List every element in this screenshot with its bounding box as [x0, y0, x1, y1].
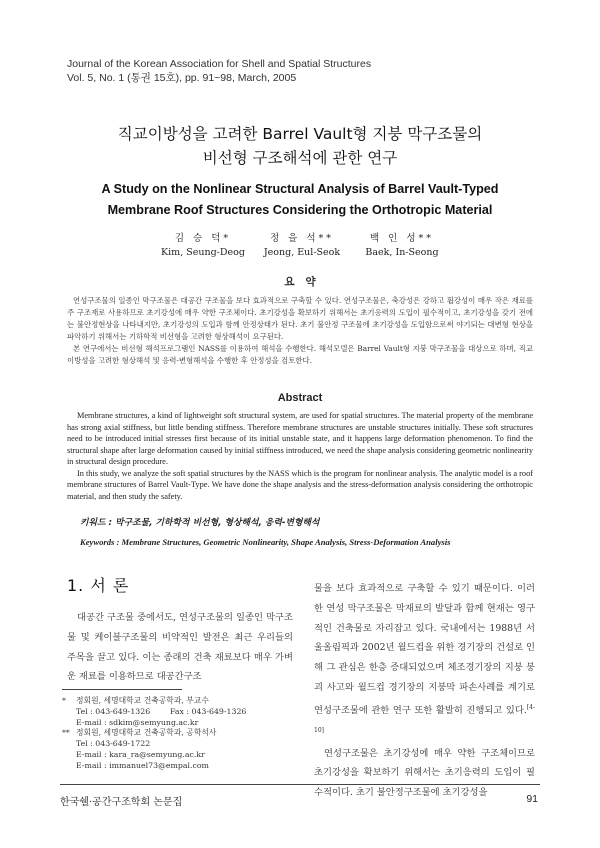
author-3: [342, 232, 462, 260]
author-name-ko: 백 인 성**: [369, 233, 435, 244]
author-name-en: Kim, Seung-Deog: [161, 247, 245, 258]
title-korean-line2: 비선형 구조해석에 관한 연구: [202, 149, 398, 167]
author-name-ko: 정 을 석**: [269, 233, 335, 244]
footnote-line: Tel : 043-649-1722: [76, 739, 151, 749]
footer-journal-name: 한국쉘·공간구조학회 논문집: [60, 797, 183, 808]
footnote-line: Tel : 043-649-1326 Fax : 043-649-1326: [76, 706, 247, 716]
summary-heading: 요 약: [284, 276, 316, 288]
title-korean-line1: 직교이방성을 고려한 Barrel Vault형 지붕 막구조물의: [117, 125, 483, 143]
page-number: 91: [526, 793, 538, 805]
keywords-korean: 키워드 : 막구조물, 기하학적 비선형, 형상해석, 응력-변형해석: [80, 518, 320, 528]
summary-paragraph: 본 연구에서는 비선형 해석프로그램인 NASS를 이용하여 해석을 수행한다. 해석모델은 Barrel Vault형 지붕 막구조물을 대상으로 하며, 직교이방성을 고려한 형상해석 및 응력-변형해석을 수행한 후 안정성을 검토한다.: [67, 344, 533, 365]
abstract-paragraph: Membrane structures, a kind of lightweight soft structural system, are used for spatial structures. The material property of the membrane has strong axial stiffness, but little bending stiffness. Therefore membrane structures are unstable structures initially. These soft structures need to be introduced initial stresses first because of its initial unstable state, and it happens large deformation phenomenon. To find the structural shape after large deformation caused by initial stiffness introduced, we need the shape analysis considering geometric nonlinearity in structural design procedure.: [67, 411, 534, 466]
footnote-line: E-mail : sdkim@semyung.ac.kr: [76, 717, 199, 727]
title-korean: [0, 122, 600, 170]
footnote-divider: [62, 689, 182, 690]
journal-header: [67, 57, 371, 85]
intro-right-column: [314, 579, 535, 803]
abstract-heading: Abstract: [277, 392, 323, 404]
author-name-en: Jeong, Eul-Seok: [263, 247, 341, 258]
footnote-line: E-mail : immanuel73@empal.com: [76, 760, 209, 770]
footnote-line: E-mail : kara_ra@semyung.ac.kr: [76, 749, 205, 759]
journal-volume: Vol. 5, No. 1 (통권 15호), pp. 91~98, March, 2005: [67, 72, 297, 84]
footnote-mark: **: [62, 728, 70, 738]
journal-name: Journal of the Korean Association for Shell and Spatial Structures: [67, 58, 372, 70]
footnote-line: 정회원, 세명대학교 건축공학과, 공학석사: [76, 728, 217, 738]
intro-paragraph: [314, 579, 535, 744]
footnote-2: [62, 728, 292, 771]
author-footnotes: [62, 696, 292, 772]
summary-korean: [67, 295, 533, 367]
title-english-line1: A Study on the Nonlinear Structural Analysis of Barrel Vault-Typed: [101, 182, 499, 196]
intro-left-column: 대공간 구조물 중에서도, 연성구조물의 일종인 막구조물 및 케이블구조물의 비약적인 발전은 최근 우리들의 주목을 끌고 있다. 이는 종래의 건축 재료보다 매우 가벼운 재료를 이용하므로 대공간구조: [67, 612, 293, 683]
title-english-line2: Membrane Roof Structures Considering the Orthotropic Material: [107, 203, 493, 217]
intro-paragraph: 연성구조물은 초기강성에 매우 약한 구조체이므로 초기강성을 확보하기 위해서는 초기응력의 도입이 필수적이다. 초기 불안정구조물에 초기강성을: [314, 747, 535, 799]
footer-divider: [60, 784, 540, 785]
abstract-paragraph: In this study, we analyze the soft spatial structures by the NASS which is the program for nonlinear analysis. The analytic model is a roof membrane structures of Barrel Vault-Type. We have done the shape analysis and the stress-deformation analysis considering the orthotropic material, and then study the safety.: [67, 468, 533, 501]
summary-paragraph: 연성구조물의 일종인 막구조물은 대공간 구조물을 보다 효과적으로 구축할 수 있다. 연성구조물은, 축강성은 강하고 휨강성이 매우 작은 재료를 주 구조재로 사용하므로 초기강성에 매우 약한 구조체이다. 초기강성을 확보하기 위해서는 초기응력의 도입이 필수적이고, 초기강성을 갖기 전에는 불안정현상을 나타내지만, 초기강성의 도입과 함께 안정상태가 된다. 초기 불안정 구조물에 초기강성을 도입함으로써 야기되는 대변형 현상을 파악하기 위해서는 기하학적 비선형을 고려한 형상해석이 요구된다.: [67, 296, 533, 341]
section-heading: 1. 서 론: [67, 576, 130, 595]
citation: [4-10]: [314, 703, 535, 734]
keywords-english: Keywords : Membrane Structures, Geometric Nonlinearity, Shape Analysis, Stress-Deformation Analysis: [80, 537, 451, 547]
author-name-ko: 김 승 덕*: [174, 233, 232, 244]
abstract-english: [67, 410, 533, 502]
title-english: [0, 179, 600, 221]
author-name-en: Baek, In-Seong: [365, 247, 439, 258]
footnote-mark: *: [62, 696, 66, 705]
intro-paragraph-text: 물을 보다 효과적으로 구축할 수 있기 때문이다. 이러한 연성 막구조물은 막재료의 발달과 함께 현재는 영구적인 건축물로 자리잡고 있다. 국내에서는 1988년 서울올림픽과 2002년 월드컵을 위한 경기장의 건설로 인해 그 관심은 한층 증대되었으며 체조경기장의 지붕 붕괴 사고와 월드컵 경기장의 지붕막 파손사례를 계기로 연성구조물에 관한 연구 또한 활발히 진행되고 있다.: [314, 583, 536, 716]
footnote-1: [62, 696, 292, 728]
footnote-line: 정회원, 세명대학교 건축공학과, 부교수: [76, 696, 209, 705]
